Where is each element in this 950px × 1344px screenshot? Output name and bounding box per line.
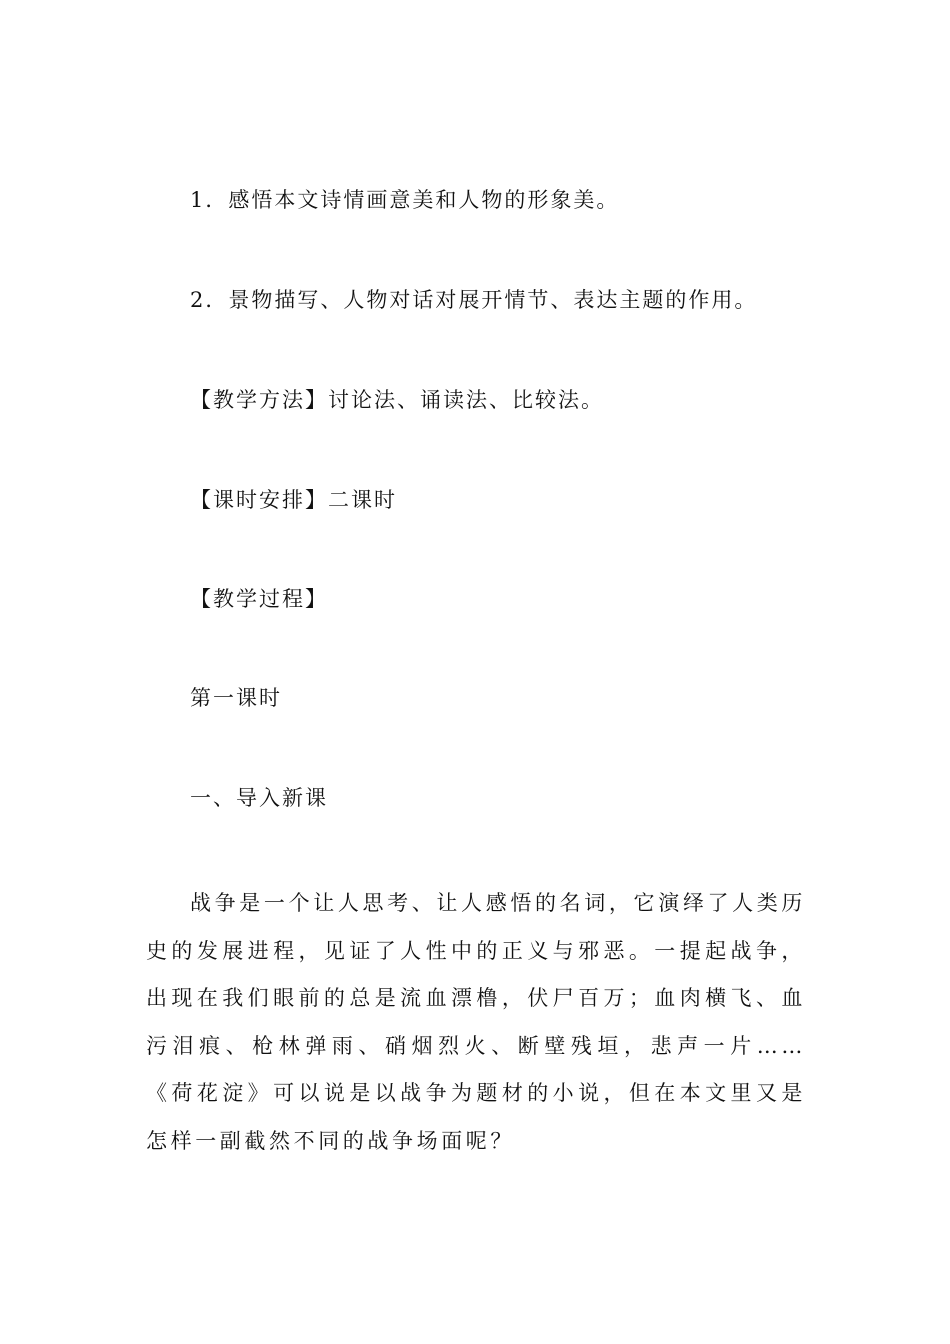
schedule: 【课时安排】二课时 (190, 488, 397, 512)
objective-2: 2．景物描写、人物对话对展开情节、表达主题的作用。 (190, 288, 758, 312)
objective-1: 1．感悟本文诗情画意美和人物的形象美。 (190, 188, 620, 212)
process-heading: 【教学过程】 (190, 587, 328, 611)
intro-paragraph: 战争是一个让人思考、让人感悟的名词，它演绎了人类历史的发展进程，见证了人性中的正义与邪恶。一提起战争，出现在我们眼前的总是流血漂橹，伏尸百万；血肉横飞、血污泪痕、枪林弹雨、硝烟烈火、断壁残垣，悲声一片……《荷花淀》可以说是以战争为题材的小说，但在本文里又是怎样一副截然不同的战争场面呢？ (146, 891, 806, 1153)
teaching-method: 【教学方法】讨论法、诵读法、比较法。 (190, 388, 604, 412)
lesson-heading: 第一课时 (190, 686, 282, 710)
section-heading: 一、导入新课 (190, 786, 328, 810)
